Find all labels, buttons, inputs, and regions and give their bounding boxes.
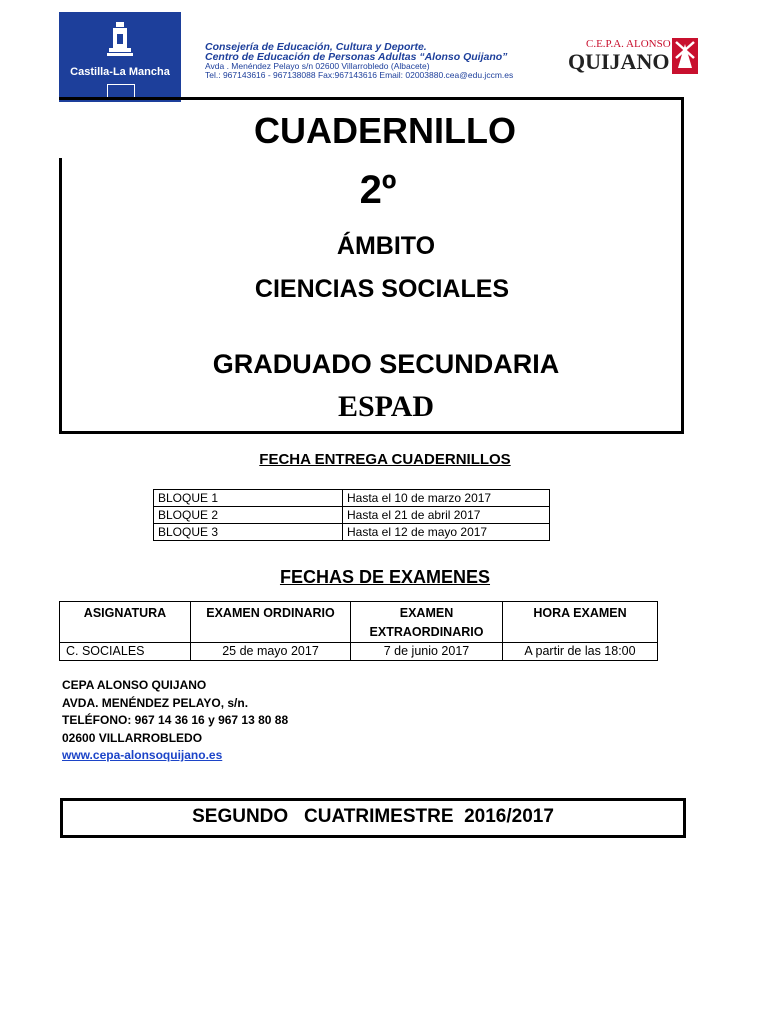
deliveries-table <box>153 489 550 541</box>
title-number: 2º <box>359 168 397 212</box>
header-line-2: Centro de Educación de Personas Adultas “Alonso Quijano” <box>205 51 508 63</box>
title-espad: ESPAD <box>337 390 435 423</box>
subject-cell: C. SOCIALES <box>60 643 191 661</box>
cepa-logo-top: C.E.P.A. ALONSO <box>586 38 671 50</box>
cepa-logo-name: QUIJANO <box>568 49 670 74</box>
term-text: SEGUNDO CUATRIMESTRE 2016/2017 <box>192 806 554 827</box>
table-row <box>154 507 550 524</box>
title-ambito: ÁMBITO <box>336 232 436 260</box>
column-header: EXAMEN ORDINARIO <box>191 602 351 643</box>
header-text-block <box>205 42 565 80</box>
website-link[interactable]: www.cepa-alonsoquijano.es <box>62 748 223 762</box>
logo-text: Castilla-La Mancha <box>70 66 170 78</box>
castilla-la-mancha-logo <box>59 12 181 102</box>
table-row <box>154 490 550 507</box>
table-header-row <box>60 602 658 643</box>
table-row <box>154 524 550 541</box>
contact-name: CEPA ALONSO QUIJANO <box>62 678 207 692</box>
delivery-block: BLOQUE 3 <box>154 524 343 541</box>
title-box-left-rule <box>59 158 62 434</box>
delivery-block: BLOQUE 2 <box>154 507 343 524</box>
contact-address: AVDA. MENÉNDEZ PELAYO, s/n. <box>62 695 249 710</box>
column-header: ASIGNATURA <box>60 602 191 643</box>
delivery-date: Hasta el 21 de abril 2017 <box>343 507 550 524</box>
column-header: HORA EXAMEN <box>503 602 658 643</box>
exams-table <box>59 601 658 661</box>
delivery-block: BLOQUE 1 <box>154 490 343 507</box>
exam-time-cell: A partir de las 18:00 <box>503 643 658 661</box>
header-line-4: Tel.: 967143616 - 967138088 Fax:967143616 Email: 02003880.cea@edu.jccm.es <box>205 70 514 80</box>
extraordinary-exam-cell: 7 de junio 2017 <box>351 643 503 661</box>
title-subject: CIENCIAS SOCIALES <box>254 275 510 303</box>
header-line-1: Consejería de Educación, Cultura y Deporte. <box>205 41 427 53</box>
title-cuadernillo: CUADERNILLO <box>254 110 516 151</box>
table-row <box>60 643 658 661</box>
column-header: EXAMEN EXTRAORDINARIO <box>351 602 503 643</box>
title-graduado: GRADUADO SECUNDARIA <box>212 349 560 379</box>
deliveries-heading: FECHA ENTREGA CUADERNILLOS <box>259 451 511 468</box>
contact-block <box>62 677 288 765</box>
contact-city: 02600 VILLARROBLEDO <box>62 730 203 745</box>
term-box <box>60 798 686 838</box>
exams-heading: FECHAS DE EXAMENES <box>279 567 491 587</box>
delivery-date: Hasta el 12 de mayo 2017 <box>343 524 550 541</box>
cepa-logo <box>568 38 698 78</box>
castle-crest-icon <box>103 20 137 60</box>
header-line-3: Avda . Menéndez Pelayo s/n 02600 Villarrobledo (Albacete) <box>205 61 430 71</box>
contact-phone: TELÉFONO: 967 14 36 16 y 967 13 80 88 <box>62 713 289 727</box>
ordinary-exam-cell: 25 de mayo 2017 <box>191 643 351 661</box>
delivery-date: Hasta el 10 de marzo 2017 <box>343 490 550 507</box>
windmill-icon <box>672 38 698 74</box>
title-box <box>59 97 684 434</box>
